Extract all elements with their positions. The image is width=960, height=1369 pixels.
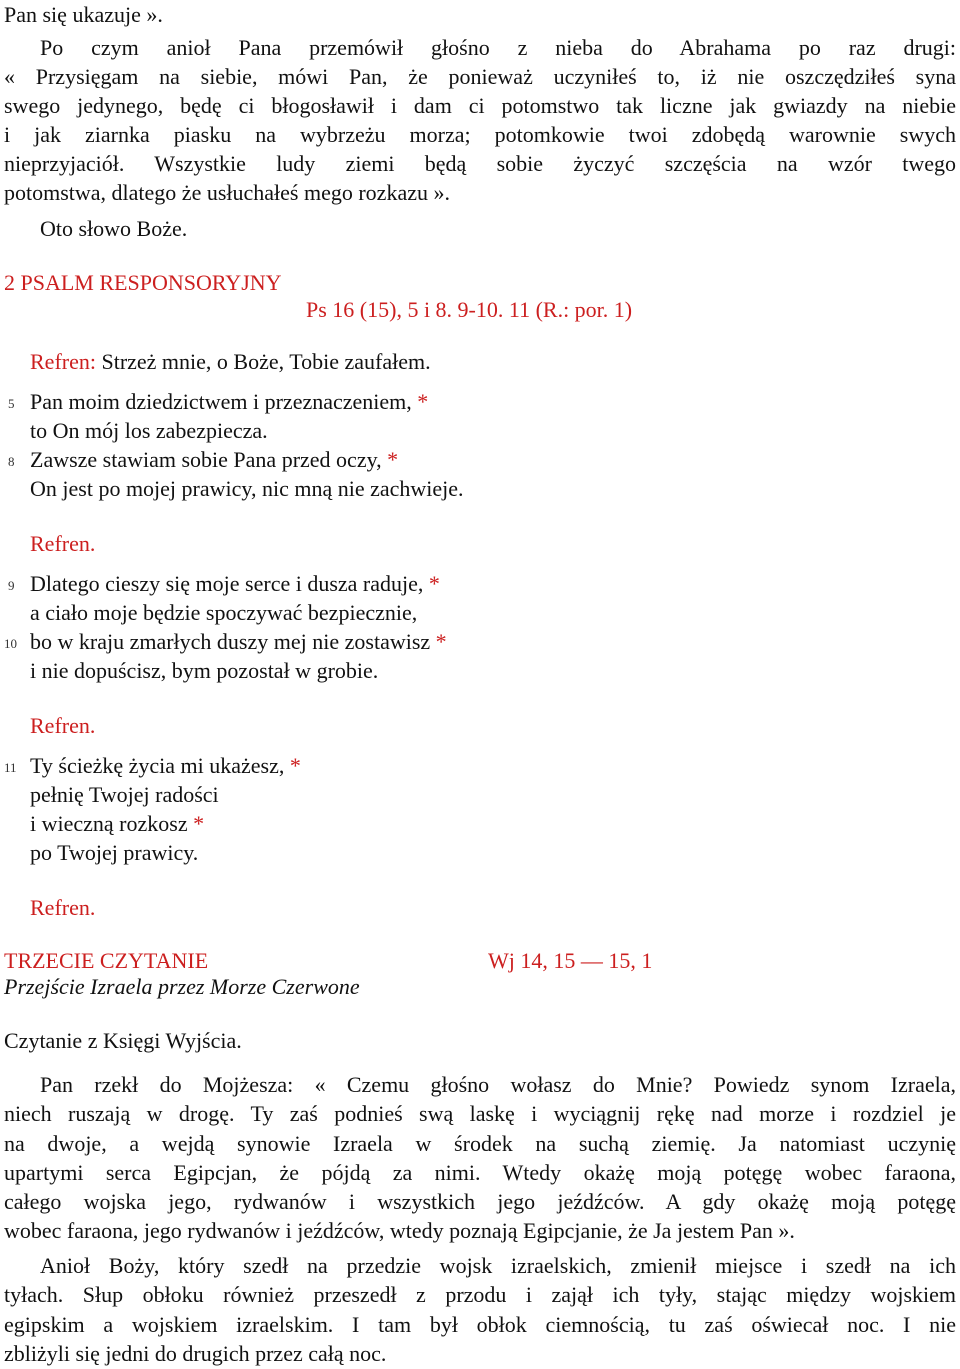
reading-text-line: Pan rzekł do Mojżesza: « Czemu głośno wołasz do Mnie? Powiedz synom Izraela, bbox=[40, 1072, 956, 1097]
verse-number: 5 bbox=[8, 396, 15, 411]
reading-reference: Wj 14, 15 — 15, 1 bbox=[488, 948, 653, 973]
reading-text-line: Pan się ukazuje ». bbox=[4, 2, 163, 27]
asterisk-mark: * bbox=[428, 571, 440, 596]
psalm-line: bo w kraju zmarłych duszy mej nie zostawisz * bbox=[30, 629, 447, 654]
reading-text-line: całego wojska jego, rydwanów i wszystkich jego jeźdźców. A gdy okażę moją potęgę bbox=[4, 1189, 956, 1214]
asterisk-mark: * bbox=[387, 447, 399, 472]
refrain-short: Refren. bbox=[30, 531, 96, 556]
reading-heading: TRZECIE CZYTANIE bbox=[4, 948, 209, 973]
reading-text-line: egipskim a wojskiem izraelskim. I tam był obłok ciemnością, tu zaś oświecał noc. I nie bbox=[4, 1312, 956, 1337]
reading-text-line: na dwoje, a wejdą synowie Izraela w środek na suchą ziemię. Ja natomiast uczynię bbox=[4, 1131, 956, 1156]
psalm-line: pełnię Twojej radości bbox=[30, 782, 219, 807]
reading-text-line: Po czym anioł Pana przemówił głośno z nieba do Abrahama po raz drugi: bbox=[40, 35, 956, 60]
reading-text-line: tyłach. Słup obłoku również przeszedł z przodu i zajął ich tyły, stając między wojskiem bbox=[4, 1282, 956, 1307]
reading-text-line: niech ruszają w drogę. Ty zaś podnieś swą laskę i wyciągnij rękę nad morze i rozdziel je bbox=[4, 1101, 956, 1126]
reading-text-line: nieprzyjaciół. Wszystkie ludy ziemi będą sobie życzyć szczęścia na wzór twego bbox=[4, 151, 956, 176]
asterisk-mark: * bbox=[193, 811, 205, 836]
psalm-line: a ciało moje będzie spoczywać bezpiecznie, bbox=[30, 600, 418, 625]
psalm-line: to On mój los zabezpiecza. bbox=[30, 418, 268, 443]
verse-number: 9 bbox=[8, 578, 15, 593]
psalm-line: po Twojej prawicy. bbox=[30, 840, 199, 865]
psalm-line: Zawsze stawiam sobie Pana przed oczy, * bbox=[30, 447, 399, 472]
psalm-reference: Ps 16 (15), 5 i 8. 9-10. 11 (R.: por. 1) bbox=[306, 297, 633, 322]
reading-text-line: i jak ziarnka piasku na wybrzeżu morza; potomkowie twoi zdobędą warownie swych bbox=[4, 122, 956, 147]
psalm-line: i wieczną rozkosz * bbox=[30, 811, 205, 836]
reading-text-line: upartymi serca Egipcjan, że pójdą za nimi. Wtedy okażę moją potęgę wobec faraona, bbox=[4, 1160, 956, 1185]
verse-number: 10 bbox=[4, 636, 17, 651]
verse-number: 11 bbox=[4, 760, 17, 775]
refrain-short: Refren. bbox=[30, 713, 96, 738]
psalm-line: Pan moim dziedzictwem i przeznaczeniem, * bbox=[30, 389, 429, 414]
psalm-line: On jest po mojej prawicy, nic mną nie zachwieje. bbox=[30, 476, 464, 501]
reading-intro: Czytanie z Księgi Wyjścia. bbox=[4, 1028, 242, 1053]
reading-text-line: « Przysięgam na siebie, mówi Pan, że ponieważ uczyniłeś to, iż nie oszczędziłeś syna bbox=[4, 64, 956, 89]
reading-text-line: Anioł Boży, który szedł na przedzie wojsk izraelskich, zmienił miejsce i szedł na ich bbox=[40, 1253, 956, 1278]
verse-number: 8 bbox=[8, 454, 15, 469]
refrain-label: Refren: bbox=[30, 349, 96, 374]
refrain-short: Refren. bbox=[30, 895, 96, 920]
reading-text-line: potomstwa, dlatego że usłuchałeś mego rozkazu ». bbox=[4, 180, 450, 205]
psalm-line: Dlatego cieszy się moje serce i dusza raduje, * bbox=[30, 571, 440, 596]
psalm-line: i nie dopuścisz, bym pozostał w grobie. bbox=[30, 658, 379, 683]
refrain bbox=[30, 349, 431, 375]
reading-text-line: zbliżyli się jedni do drugich przez całą noc. bbox=[4, 1341, 387, 1366]
psalm-line: Ty ścieżkę życia mi ukażesz, * bbox=[30, 753, 301, 778]
reading-text-line: swego jedynego, będę ci błogosławił i dam ci potomstwo tak liczne jak gwiazdy na niebie bbox=[4, 93, 956, 118]
asterisk-mark: * bbox=[435, 629, 447, 654]
reading-text-line: wobec faraona, jego rydwanów i jeźdźców, wtedy poznają Egipcjanie, że Ja jestem Pan ». bbox=[4, 1218, 795, 1243]
reading-subtitle: Przejście Izraela przez Morze Czerwone bbox=[4, 974, 360, 999]
asterisk-mark: * bbox=[417, 389, 429, 414]
asterisk-mark: * bbox=[289, 753, 301, 778]
refrain-text: Strzeż mnie, o Boże, Tobie zaufałem. bbox=[101, 349, 431, 374]
reading-closing: Oto słowo Boże. bbox=[40, 216, 188, 241]
psalm-heading: 2 PSALM RESPONSORYJNY bbox=[4, 270, 282, 295]
